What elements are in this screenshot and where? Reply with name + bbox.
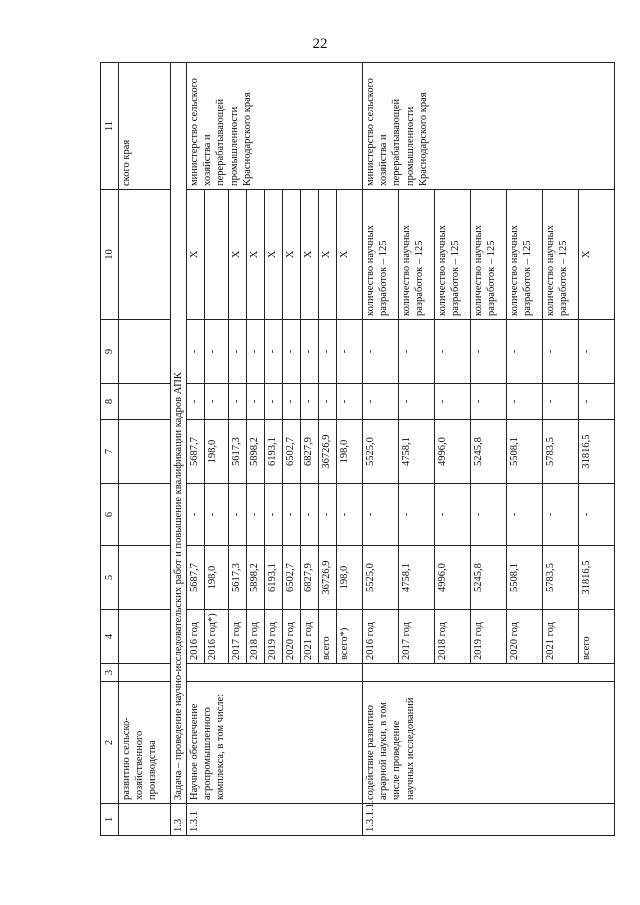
result-cell: X	[337, 190, 363, 320]
total-cell: 4996,0	[435, 546, 471, 610]
federal-cell: -	[579, 484, 615, 546]
regional-cell: 4996,0	[435, 420, 471, 484]
other-cell: -	[471, 320, 507, 384]
local-cell: -	[507, 384, 543, 420]
executor-cell: министерство сельского хозяйства и перерабатывающей промышленности Краснодарского края	[187, 63, 363, 190]
column-number-row	[101, 63, 119, 836]
federal-cell: -	[301, 484, 319, 546]
program-activities-table	[100, 62, 615, 836]
regional-cell: 5617,3	[229, 420, 247, 484]
total-cell: 5617,3	[229, 546, 247, 610]
total-cell: 6502,7	[283, 546, 301, 610]
year-cell: 2021 год	[301, 610, 319, 664]
continued-text: развитию сельско-хозяйственного производства	[119, 682, 171, 804]
result-cell: X	[247, 190, 265, 320]
federal-cell: -	[205, 484, 229, 546]
table-row	[363, 63, 399, 836]
task-row	[171, 63, 187, 836]
result-cell: количество научных разработок – 125	[363, 190, 399, 320]
local-cell: -	[187, 384, 205, 420]
year-cell: всего*)	[337, 610, 363, 664]
local-cell: -	[265, 384, 283, 420]
other-cell: -	[337, 320, 363, 384]
result-cell: X	[187, 190, 205, 320]
local-cell: -	[471, 384, 507, 420]
page-number: 22	[312, 36, 328, 52]
year-cell: всего	[579, 610, 615, 664]
year-cell: 2017 год	[399, 610, 435, 664]
local-cell: -	[247, 384, 265, 420]
total-cell: 36726,9	[319, 546, 337, 610]
table-row	[187, 63, 205, 836]
total-cell: 31816,5	[579, 546, 615, 610]
other-cell: -	[283, 320, 301, 384]
year-cell: 2018 год	[247, 610, 265, 664]
year-cell: 2019 год	[471, 610, 507, 664]
regional-cell: 5898,2	[247, 420, 265, 484]
federal-cell: -	[187, 484, 205, 546]
year-cell: всего	[319, 610, 337, 664]
other-cell: -	[399, 320, 435, 384]
total-cell: 6827,9	[301, 546, 319, 610]
result-cell: количество научных разработок – 125	[471, 190, 507, 320]
column-number: 5	[101, 546, 119, 610]
total-cell: 5525,0	[363, 546, 399, 610]
total-cell: 198,0	[205, 546, 229, 610]
other-cell: -	[265, 320, 283, 384]
item-name: содействие развитию аграрной науки, в том числе проведение научных исследований	[363, 682, 615, 804]
result-cell: количество научных разработок – 125	[507, 190, 543, 320]
federal-cell: -	[265, 484, 283, 546]
result-cell: X	[579, 190, 615, 320]
regional-cell: 6827,9	[301, 420, 319, 484]
federal-cell: -	[363, 484, 399, 546]
regional-cell: 198,0	[337, 420, 363, 484]
regional-cell: 6502,7	[283, 420, 301, 484]
local-cell: -	[363, 384, 399, 420]
year-cell: 2020 год	[283, 610, 301, 664]
total-cell: 5245,8	[471, 546, 507, 610]
year-cell: 2016 год*)	[205, 610, 229, 664]
result-cell: количество научных разработок – 125	[435, 190, 471, 320]
other-cell: -	[543, 320, 579, 384]
other-cell: -	[363, 320, 399, 384]
continued-executor: ского края	[119, 63, 171, 190]
local-cell: -	[399, 384, 435, 420]
result-cell: X	[319, 190, 337, 320]
regional-cell: 6193,1	[265, 420, 283, 484]
column-number: 9	[101, 320, 119, 384]
year-cell: 2021 год	[543, 610, 579, 664]
other-cell: -	[319, 320, 337, 384]
other-cell: -	[229, 320, 247, 384]
other-cell: -	[187, 320, 205, 384]
local-cell: -	[319, 384, 337, 420]
regional-cell: 31816,5	[579, 420, 615, 484]
local-cell: -	[435, 384, 471, 420]
column-number: 8	[101, 384, 119, 420]
column-number: 2	[101, 682, 119, 804]
year-cell: 2016 год	[187, 610, 205, 664]
regional-cell: 36726,9	[319, 420, 337, 484]
regional-cell: 5687,7	[187, 420, 205, 484]
local-cell: -	[543, 384, 579, 420]
column-number: 11	[101, 63, 119, 190]
federal-cell: -	[229, 484, 247, 546]
continued-row	[119, 63, 171, 836]
item-name: Научное обеспечение агропромышленного комплекса, в том числе:	[187, 682, 363, 804]
year-cell: 2020 год	[507, 610, 543, 664]
other-cell: -	[205, 320, 229, 384]
local-cell: -	[301, 384, 319, 420]
federal-cell: -	[337, 484, 363, 546]
local-cell: -	[205, 384, 229, 420]
year-cell: 2017 год	[229, 610, 247, 664]
result-cell: X	[229, 190, 247, 320]
federal-cell: -	[399, 484, 435, 546]
regional-cell: 5508,1	[507, 420, 543, 484]
item-number: 1.3.1	[187, 804, 363, 836]
federal-cell: -	[247, 484, 265, 546]
task-number: 1.3	[171, 804, 187, 836]
column-number: 3	[101, 664, 119, 682]
task-title: Задача – проведение научно-исследовательских работ и повышение квалификации кадров АПК	[171, 63, 187, 804]
column-number: 4	[101, 610, 119, 664]
column-number: 7	[101, 420, 119, 484]
other-cell: -	[507, 320, 543, 384]
other-cell: -	[579, 320, 615, 384]
column-number: 1	[101, 804, 119, 836]
total-cell: 6193,1	[265, 546, 283, 610]
result-cell: X	[283, 190, 301, 320]
result-cell: количество научных разработок – 125	[399, 190, 435, 320]
year-cell: 2018 год	[435, 610, 471, 664]
regional-cell: 5245,8	[471, 420, 507, 484]
regional-cell: 4758,1	[399, 420, 435, 484]
federal-cell: -	[543, 484, 579, 546]
total-cell: 4758,1	[399, 546, 435, 610]
col3-cell	[363, 664, 615, 682]
other-cell: -	[301, 320, 319, 384]
regional-cell: 198,0	[205, 420, 229, 484]
federal-cell: -	[283, 484, 301, 546]
other-cell: -	[247, 320, 265, 384]
federal-cell: -	[319, 484, 337, 546]
result-cell	[205, 190, 229, 320]
column-number: 6	[101, 484, 119, 546]
local-cell: -	[229, 384, 247, 420]
total-cell: 5687,7	[187, 546, 205, 610]
federal-cell: -	[435, 484, 471, 546]
total-cell: 5508,1	[507, 546, 543, 610]
result-cell: количество научных разработок – 125	[543, 190, 579, 320]
result-cell: X	[301, 190, 319, 320]
total-cell: 5898,2	[247, 546, 265, 610]
federal-cell: -	[507, 484, 543, 546]
regional-cell: 5525,0	[363, 420, 399, 484]
rotated-table-wrapper	[100, 63, 593, 836]
local-cell: -	[283, 384, 301, 420]
result-cell: X	[265, 190, 283, 320]
year-cell: 2019 год	[265, 610, 283, 664]
column-number: 10	[101, 190, 119, 320]
other-cell: -	[435, 320, 471, 384]
col3-cell	[187, 664, 363, 682]
regional-cell: 5783,5	[543, 420, 579, 484]
local-cell: -	[337, 384, 363, 420]
executor-cell: министерство сельского хозяйства и перерабатывающей промышленности Краснодарского края	[363, 63, 615, 190]
year-cell: 2016 год	[363, 610, 399, 664]
total-cell: 5783,5	[543, 546, 579, 610]
total-cell: 198,0	[337, 546, 363, 610]
local-cell: -	[579, 384, 615, 420]
federal-cell: -	[471, 484, 507, 546]
item-number: 1.3.1.1.	[363, 804, 615, 836]
